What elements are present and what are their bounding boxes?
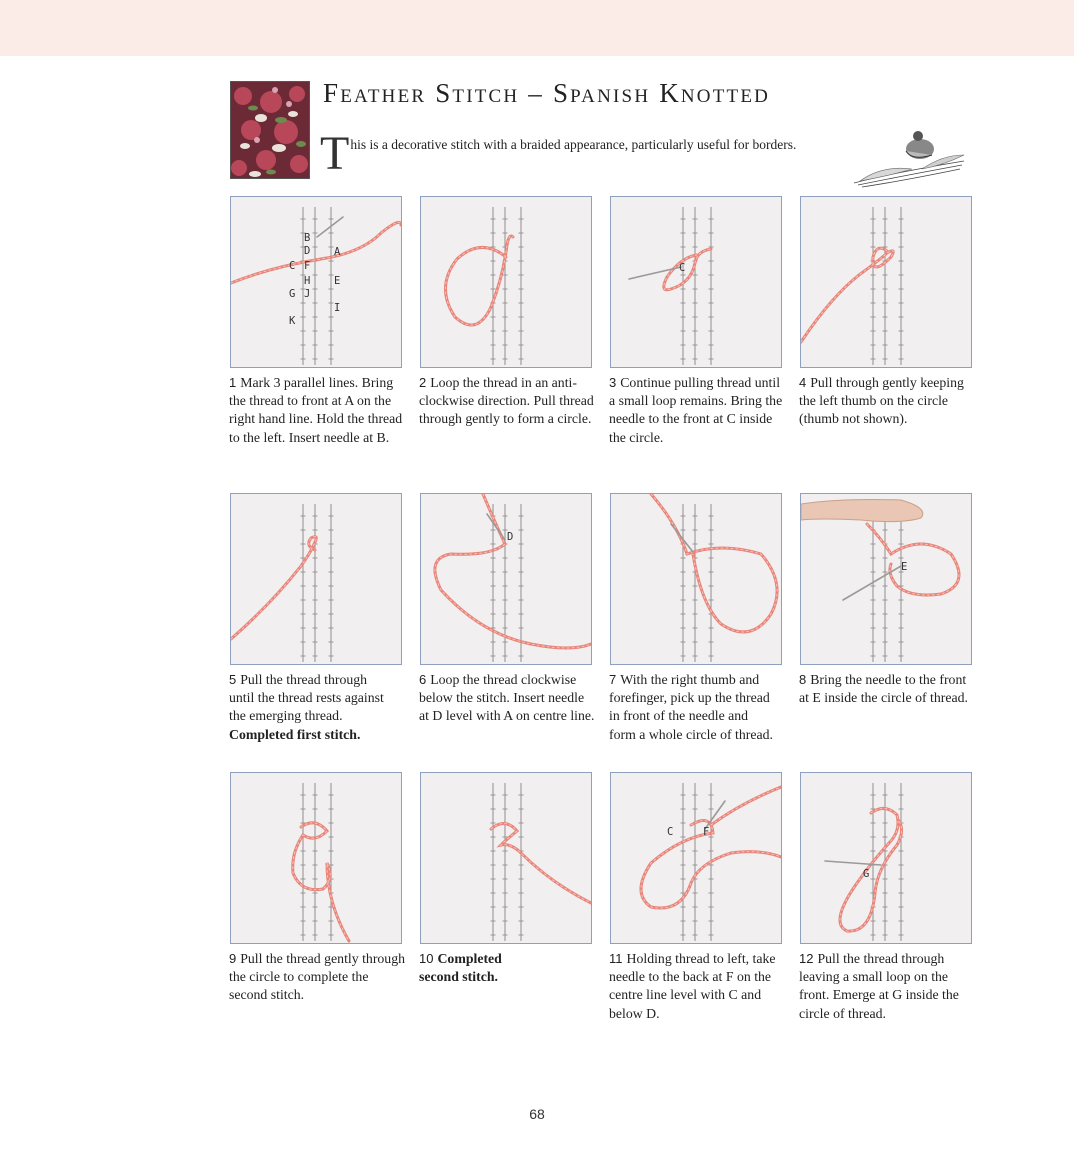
point-label: B — [304, 232, 311, 244]
point-label: F — [703, 826, 710, 838]
point-label: C — [667, 826, 674, 838]
guide-lines — [491, 207, 524, 365]
step-5-image — [230, 493, 402, 665]
step-text: With the right thumb and forefinger, pick up the thread in front of the needle and form a whole circle of thread. — [609, 672, 773, 742]
thread-twist — [231, 222, 401, 283]
thread-twist — [651, 494, 777, 632]
step-12-image — [800, 772, 972, 944]
needle — [671, 524, 693, 552]
step-number: 12 — [799, 951, 814, 966]
step-8-image — [800, 493, 972, 665]
step-text: Pull the thread through leaving a small loop on the front. Emerge at G inside the circle of thread. — [799, 951, 959, 1021]
point-label: H — [304, 275, 311, 287]
needle — [317, 217, 343, 237]
needle — [629, 267, 681, 279]
step-10-caption — [419, 950, 539, 986]
thread — [801, 248, 893, 342]
step-number: 11 — [609, 951, 623, 966]
step-11-caption — [609, 950, 787, 1023]
step-number: 2 — [419, 375, 427, 390]
guide-lines — [871, 207, 904, 365]
guide-lines — [681, 207, 714, 365]
step-text: Loop the thread clockwise below the stitch. Insert needle at D level with A on centre line. — [419, 672, 595, 724]
flower-photo — [230, 81, 310, 179]
point-label: I — [334, 302, 341, 314]
point-label: C — [289, 260, 296, 272]
step-text: Loop the thread in an anti-clockwise direction. Pull thread through gently to form a circle. — [419, 375, 594, 427]
point-label: G — [289, 288, 296, 300]
step-1-caption — [229, 374, 407, 447]
thread — [867, 524, 959, 595]
step-4-image — [800, 196, 972, 368]
step-number: 7 — [609, 672, 617, 687]
step-text: Pull through gently keeping the left thumb on the circle (thumb not shown). — [799, 375, 964, 427]
point-label: J — [304, 288, 311, 300]
thread-twist — [801, 248, 893, 342]
point-label: A — [334, 246, 341, 258]
step-text: Pull the thread gently through the circle to complete the second stitch. — [229, 951, 406, 1003]
step-3-caption — [609, 374, 787, 447]
step-2-caption — [419, 374, 597, 429]
point-label: D — [304, 245, 311, 257]
step-11-image — [610, 772, 782, 944]
step-bold-text: Completed second stitch. — [419, 951, 502, 985]
intro-paragraph — [320, 127, 880, 180]
page-number: 68 — [529, 1106, 545, 1122]
step-6-image — [420, 493, 592, 665]
step-text: Pull the thread through until the thread rests against the emerging thread. — [229, 672, 384, 724]
bird-illustration — [852, 125, 967, 190]
drop-cap: T — [320, 127, 350, 180]
thread — [651, 494, 777, 632]
thread — [840, 808, 902, 931]
step-3-image — [610, 196, 782, 368]
step-number: 4 — [799, 375, 807, 390]
top-band — [0, 0, 1074, 56]
step-text: Continue pulling thread until a small loop remains. Bring the needle to the front at C inside the circle. — [609, 375, 783, 445]
step-number: 1 — [229, 375, 237, 390]
needle — [843, 566, 901, 600]
step-9-image — [230, 772, 402, 944]
thread — [435, 494, 591, 648]
step-1-image — [230, 196, 402, 368]
step-10-image — [420, 772, 592, 944]
page-title: Feather Stitch – Spanish Knotted — [323, 78, 771, 108]
step-number: 10 — [419, 951, 434, 966]
point-label: K — [289, 315, 296, 327]
step-number: 9 — [229, 951, 237, 966]
step-2-image — [420, 196, 592, 368]
needle — [487, 514, 505, 540]
guide-lines — [871, 504, 904, 662]
step-text: Mark 3 parallel lines. Bring the thread to front at A on the right hand line. Hold the thread to the left. Insert needle at B. — [229, 375, 403, 445]
thread-twist — [445, 236, 513, 325]
step-5-caption — [229, 671, 389, 744]
thread-twist — [435, 494, 591, 648]
thread — [491, 823, 591, 903]
thread-twist — [867, 524, 959, 595]
point-label: F — [304, 260, 311, 272]
needle — [705, 801, 725, 829]
thread — [293, 823, 349, 941]
step-number: 5 — [229, 672, 237, 687]
point-label: E — [901, 561, 908, 573]
step-number: 8 — [799, 672, 807, 687]
intro-text: his is a decorative stitch with a braided appearance, particularly useful for borders. — [350, 137, 797, 152]
guide-lines — [491, 783, 524, 941]
step-6-caption — [419, 671, 597, 726]
guide-lines — [871, 783, 904, 941]
thread — [445, 236, 513, 325]
step-text: Bring the needle to the front at E inside the circle of thread. — [799, 672, 968, 706]
step-number: 3 — [609, 375, 617, 390]
thread-twist — [491, 823, 591, 903]
step-4-caption — [799, 374, 977, 429]
guide-lines — [681, 504, 714, 662]
point-label: D — [507, 531, 514, 543]
thumb — [801, 500, 923, 522]
step-7-caption — [609, 671, 777, 744]
step-9-caption — [229, 950, 407, 1005]
step-number: 6 — [419, 672, 427, 687]
step-text: Holding thread to left, take needle to the back at F on the centre line level with C and below D. — [609, 951, 776, 1021]
guide-lines — [301, 783, 334, 941]
point-label: C — [679, 262, 686, 274]
step-bold-text: Completed first stitch. — [229, 726, 361, 742]
step-12-caption — [799, 950, 977, 1023]
step-8-caption — [799, 671, 977, 707]
guide-lines — [301, 504, 334, 662]
point-label: G — [863, 868, 870, 880]
point-label: E — [334, 275, 341, 287]
step-7-image — [610, 493, 782, 665]
